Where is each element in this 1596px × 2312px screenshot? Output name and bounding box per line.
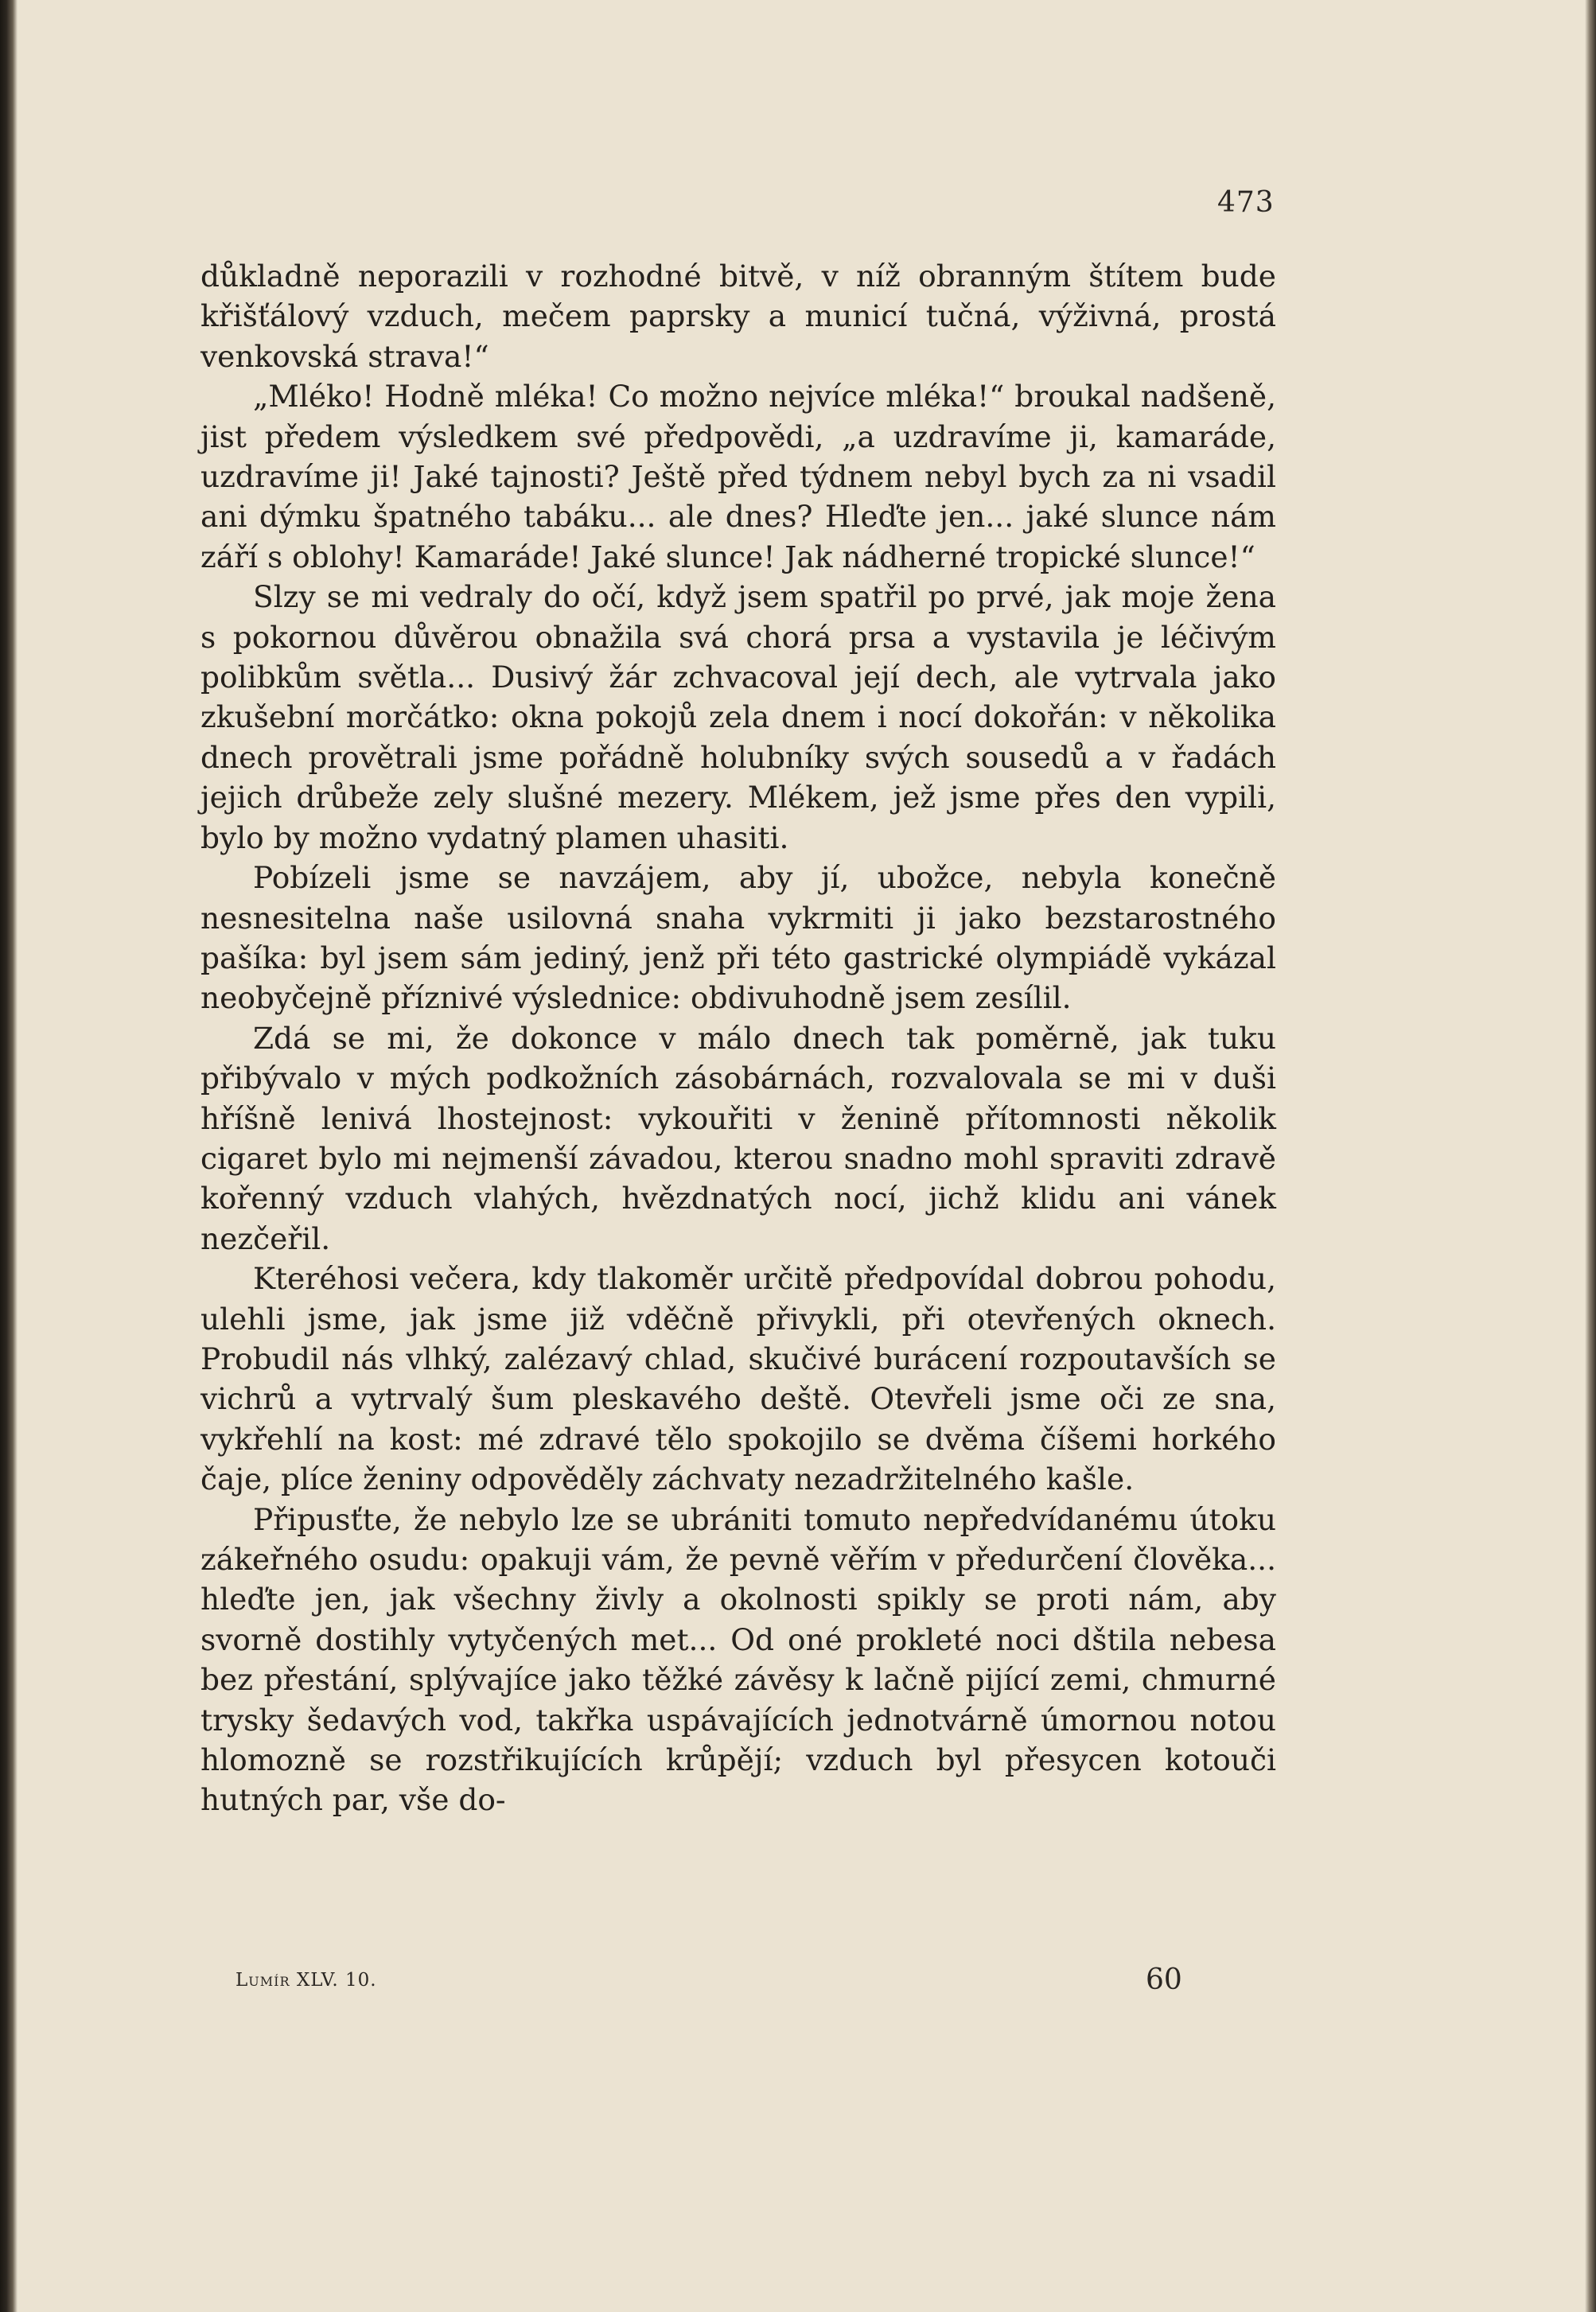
footer-sheet-number: 60 [1146,1964,1182,1996]
paragraph-2: „Mléko! Hodně mléka! Co možno nejvíce mléka!“ broukal nadšeně, jist předem výsledkem své předpovědi, „a uzdravíme ji, kamaráde, uzdravíme ji! Jaké tajnosti? Ještě před týdnem nebyl bych za ni vsadil ani dýmku špatného tabáku... ale dnes? Hleďte jen... jaké slunce nám září s oblohy! Kamaráde! Jaké slunce! Jak nádherné tropické slunce!“ [200,379,1276,574]
body-text [200,256,1276,1820]
footer-signature: Lumír XLV. 10. [236,1970,377,1991]
paragraph-5: Zdá se mi, že dokonce v málo dnech tak poměrně, jak tuku přibývalo v mých podkožních zásobárnách, rozvalovala se mi v duši hříšně lenivá lhostejnost: vykouřiti v ženině přítomnosti několik cigaret bylo mi nejmenší závadou, kterou snadno mohl spraviti zdravě kořenný vzduch vlahých, hvězdnatých nocí, jichž klidu ani vánek nezčeřil. [200,1020,1276,1256]
page-edge-shadow [1585,0,1596,2312]
paragraph-7: Připusťte, že nebylo lze se ubrániti tomuto nepředvídanému útoku zákeřného osudu: opakuji vám, že pevně věřím v předurčení člověka... hleďte jen, jak všechny živly a okolnosti spikly se proti nám, aby svorně dostihly vytyčených met... Od oné prokleté noci dštila nebesa bez přestání, splývajíce jako těžké závěsy k lačně pijící zemi, chmurné trysky šedavých vod, takřka uspávajících jednotvárně úmornou notou hlomozně se rozstřikujících krůpějí; vzduch byl přesycen kotouči hutných par, vše do- [200,1501,1276,1818]
book-spine-shadow [0,0,18,2312]
paragraph-6: Kteréhosi večera, kdy tlakoměr určitě předpovídal dobrou pohodu, ulehli jsme, jak jsme již vděčně přivykli, při otevřených oknech. Probudil nás vlhký, zalézavý chlad, skučivé burácení rozpoutavších se vichrů a vytrvalý šum pleskavého deště. Otevřeli jsme oči ze sna, vykřehlí na kost: mé zdravé tělo spokojilo se dvěma číšemi horkého čaje, plíce ženiny odpověděly záchvaty nezadržitelného kašle. [200,1261,1276,1497]
paragraph-1: důkladně neporazili v rozhodné bitvě, v níž obranným štítem bude křišťálový vzduch, mečem paprsky a municí tučná, výživná, prostá venkovská strava!“ [200,259,1276,374]
paragraph-3: Slzy se mi vedraly do očí, když jsem spatřil po prvé, jak moje žena s pokornou důvěrou obnažila svá chorá prsa a vystavila je léčivým polibkům světla... Dusivý žár zchvacoval její dech, ale vytrvala jako zkušební morčátko: okna pokojů zela dnem i nocí dokořán: v několika dnech provětrali jsme pořádně holubníky svých sousedů a v řadách jejich drůbeže zely slušné mezery. Mlékem, jež jsme přes den vypili, bylo by možno vydatný plamen uhasiti. [200,579,1276,855]
paragraph-4: Pobízeli jsme se navzájem, aby jí, ubožce, nebyla konečně nesnesitelna naše usilovná snaha vykrmiti ji jako bezstarostného pašíka: byl jsem sám jediný, jenž při této gastrické olympiádě vykázal neobyčejně příznivé výslednice: obdivuhodně jsem zesílil. [200,860,1276,1016]
page-number: 473 [1217,186,1275,219]
